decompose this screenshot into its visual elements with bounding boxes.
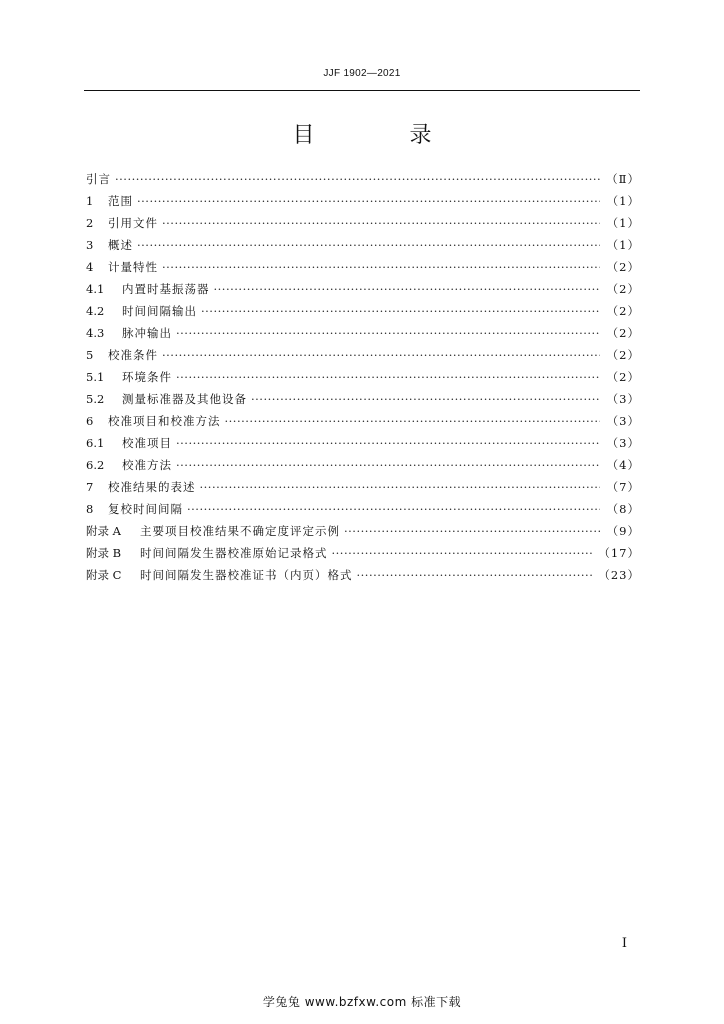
toc-leader-dots	[357, 564, 595, 586]
toc-leader-dots	[137, 234, 600, 256]
toc-leader-dots	[176, 454, 600, 476]
toc-leader-dots	[187, 498, 600, 520]
toc-entry-title: 计量特性	[108, 260, 158, 274]
toc-entry-page: （23）	[598, 568, 640, 582]
toc-leader-dots	[214, 278, 601, 300]
toc-entry-page: （3）	[606, 414, 640, 428]
toc-entry-number: 7	[86, 480, 94, 494]
page-title: 目 录	[292, 123, 476, 148]
toc-entry-title: 引用文件	[108, 216, 158, 230]
toc-leader-dots	[176, 322, 600, 344]
toc-entry-number: 2	[86, 216, 94, 230]
toc-entry-page: （4）	[606, 458, 640, 472]
toc-entry-page: （2）	[606, 348, 640, 362]
toc-entry-number: 4	[86, 260, 94, 274]
page-number: I	[621, 936, 627, 951]
toc-entry-4-2[interactable]	[86, 300, 640, 322]
toc-entry-page: （2）	[606, 260, 640, 274]
toc-leader-dots	[162, 344, 600, 366]
toc-entry-title: 引言	[86, 172, 111, 186]
toc-leader-dots	[332, 542, 595, 564]
toc-entry-7[interactable]	[86, 476, 640, 498]
toc-entry-page: （2）	[606, 326, 640, 340]
toc-entry-number: 附录 A	[86, 524, 121, 538]
watermark-footer: 学兔兔 www.bzfxw.com 标准下载	[262, 995, 462, 1009]
toc-entry-page: （17）	[598, 546, 640, 560]
toc-entry-appendix-b[interactable]	[86, 542, 640, 564]
toc-entry-page: （1）	[606, 216, 640, 230]
toc-entry-number: 4.3	[86, 326, 105, 340]
table-of-contents	[86, 168, 640, 586]
toc-entry-page: （2）	[606, 304, 640, 318]
toc-entry-page: （Ⅱ）	[606, 172, 640, 186]
toc-entry-4[interactable]	[86, 256, 640, 278]
toc-leader-dots	[137, 190, 600, 212]
toc-entry-title: 测量标准器及其他设备	[122, 392, 247, 406]
toc-entry-4-1[interactable]	[86, 278, 640, 300]
toc-entry-foreword[interactable]	[86, 168, 640, 190]
toc-entry-appendix-c[interactable]	[86, 564, 640, 586]
toc-leader-dots	[115, 168, 600, 190]
toc-leader-dots	[162, 212, 600, 234]
toc-entry-6-1[interactable]	[86, 432, 640, 454]
toc-entry-2[interactable]	[86, 212, 640, 234]
toc-entry-5-1[interactable]	[86, 366, 640, 388]
toc-leader-dots	[344, 520, 600, 542]
toc-entry-number: 6.2	[86, 458, 105, 472]
toc-entry-page: （9）	[606, 524, 640, 538]
header-rule	[84, 90, 640, 91]
toc-entry-appendix-a[interactable]	[86, 520, 640, 542]
toc-entry-title: 复校时间间隔	[108, 502, 183, 516]
toc-leader-dots	[201, 300, 600, 322]
toc-entry-6[interactable]	[86, 410, 640, 432]
toc-entry-number: 6	[86, 414, 94, 428]
toc-entry-number: 8	[86, 502, 94, 516]
toc-entry-title: 时间间隔发生器校准证书（内页）格式	[140, 568, 353, 582]
toc-entry-title: 校准方法	[122, 458, 172, 472]
toc-entry-number: 5	[86, 348, 94, 362]
toc-entry-title: 校准结果的表述	[108, 480, 196, 494]
toc-entry-page: （8）	[606, 502, 640, 516]
toc-entry-number: 6.1	[86, 436, 105, 450]
toc-entry-3[interactable]	[86, 234, 640, 256]
toc-entry-title: 环境条件	[122, 370, 172, 384]
toc-leader-dots	[176, 432, 600, 454]
toc-entry-title: 脉冲输出	[122, 326, 172, 340]
toc-entry-8[interactable]	[86, 498, 640, 520]
toc-leader-dots	[176, 366, 600, 388]
toc-entry-5[interactable]	[86, 344, 640, 366]
toc-entry-number: 5.2	[86, 392, 105, 406]
toc-leader-dots	[200, 476, 601, 498]
toc-entry-title: 时间间隔输出	[122, 304, 197, 318]
toc-entry-page: （1）	[606, 194, 640, 208]
toc-entry-page: （3）	[606, 436, 640, 450]
toc-leader-dots	[162, 256, 600, 278]
toc-entry-title: 内置时基振荡器	[122, 282, 210, 296]
toc-entry-number: 3	[86, 238, 94, 252]
toc-entry-number: 附录 B	[86, 546, 122, 560]
toc-entry-4-3[interactable]	[86, 322, 640, 344]
toc-entry-title: 主要项目校准结果不确定度评定示例	[140, 524, 340, 538]
toc-entry-number: 附录 C	[86, 568, 122, 582]
toc-entry-page: （3）	[606, 392, 640, 406]
toc-entry-number: 4.2	[86, 304, 105, 318]
toc-leader-dots	[225, 410, 601, 432]
toc-entry-title: 概述	[108, 238, 133, 252]
toc-entry-page: （2）	[606, 370, 640, 384]
toc-entry-title: 时间间隔发生器校准原始记录格式	[140, 546, 328, 560]
toc-entry-number: 4.1	[86, 282, 105, 296]
toc-entry-1[interactable]	[86, 190, 640, 212]
toc-entry-page: （1）	[606, 238, 640, 252]
toc-entry-page: （2）	[606, 282, 640, 296]
standard-code-header: JJF 1902—2021	[323, 68, 401, 79]
toc-entry-title: 校准条件	[108, 348, 158, 362]
toc-entry-title: 校准项目和校准方法	[108, 414, 221, 428]
toc-entry-number: 1	[86, 194, 94, 208]
toc-entry-title: 范围	[108, 194, 133, 208]
toc-entry-6-2[interactable]	[86, 454, 640, 476]
toc-entry-title: 校准项目	[122, 436, 172, 450]
toc-entry-5-2[interactable]	[86, 388, 640, 410]
toc-leader-dots	[251, 388, 600, 410]
toc-entry-number: 5.1	[86, 370, 105, 384]
toc-entry-page: （7）	[606, 480, 640, 494]
